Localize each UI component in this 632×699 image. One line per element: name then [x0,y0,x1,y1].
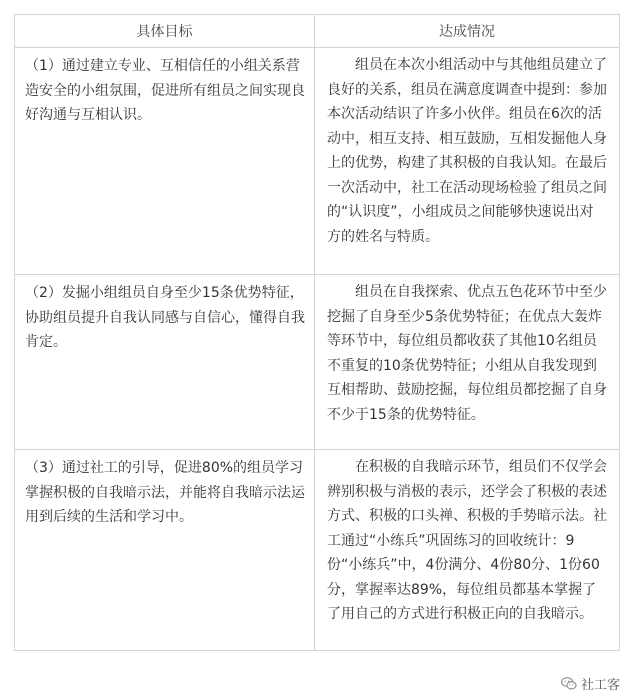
table-row [15,48,620,275]
goal-cell [15,48,315,275]
table-row [15,450,620,651]
result-cell [315,450,620,651]
header-result: 达成情况 [315,15,620,48]
result-cell [315,48,620,275]
goal-cell [15,450,315,651]
goals-table [14,14,620,651]
result-text: 在积极的自我暗示环节，组员们不仅学会辨别积极与消极的表示，还学会了积极的表述方式、积极的口头禅、积极的手势暗示法。社工通过“小练兵”巩固练习的回收统计：9份“小练兵”中，4份满分、4份80分、1份60分，掌握率达89%，每位组员都基本掌握了了用自己的方式进行积极正向的自我暗示。 [327,459,607,622]
result-text: 组员在本次小组活动中与其他组员建立了良好的关系，组员在满意度调查中提到：参加本次活动结识了许多小伙伴。组员在6次的活动中，相互支持、相互鼓励，互相发掘他人身上的优势，构建了其积极的自我认知。在最后一次活动中，社工在活动现场检验了组员之间的“认识度”，小组成员之间能够快速说出对方的姓名与特质。 [327,57,607,245]
result-text: 组员在自我探索、优点五色花环节中至少挖掘了自身至少5条优势特征；在优点大轰炸等环节中，每位组员都收获了其他10名组员不重复的10条优势特征；小组从自我发现到互相帮助、鼓励挖掘，每位组员都挖掘了自身不少于15条的优势特征。 [327,284,607,423]
goal-text: （2）发掘小组组员自身至少15条优势特征，协助组员提升自我认同感与自信心，懂得自我肯定。 [25,285,305,350]
goal-text: （1）通过建立专业、互相信任的小组关系营造安全的小组氛围，促进所有组员之间实现良好沟通与互相认识。 [25,58,305,123]
result-cell [315,275,620,450]
header-goal: 具体目标 [15,15,315,48]
table-row [15,275,620,450]
watermark [561,674,620,693]
watermark-text: 社工客 [580,678,620,693]
table-header-row [15,15,620,48]
goal-text: （3）通过社工的引导，促进80%的组员学习掌握积极的自我暗示法，并能将自我暗示法运用到后续的生活和学习中。 [25,460,305,525]
wechat-icon [561,677,577,690]
goal-cell [15,275,315,450]
